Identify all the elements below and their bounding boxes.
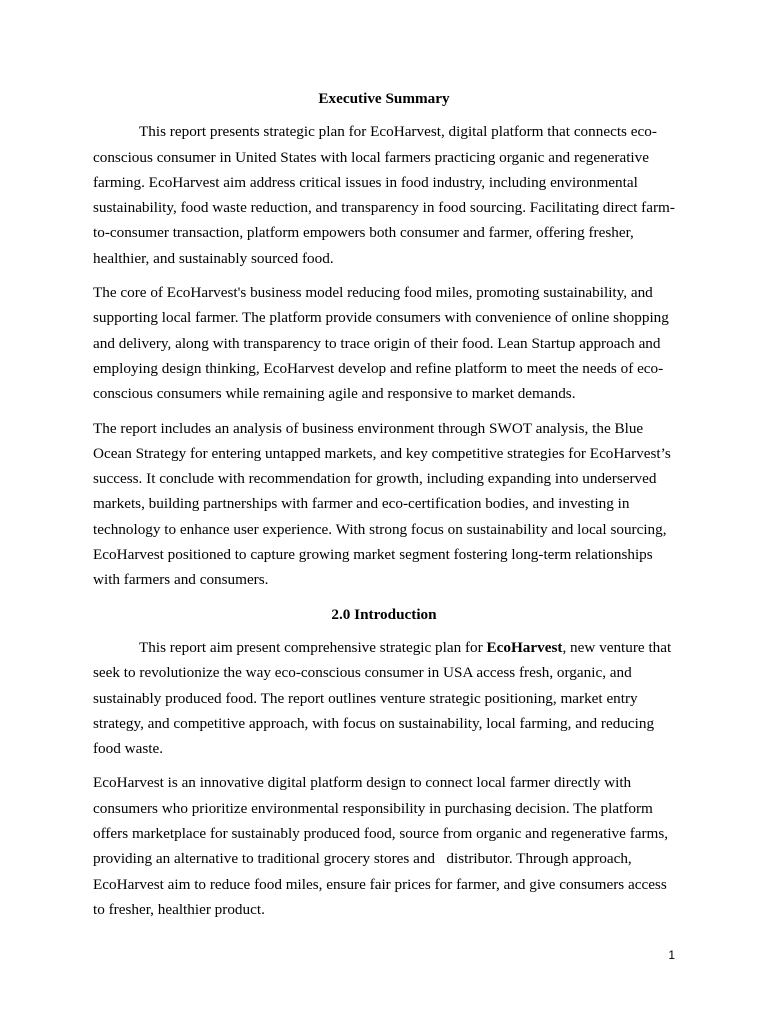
page-number: 1 xyxy=(668,948,675,962)
introduction-paragraph-1-end: , new venture that seek to revolutionize the way eco-conscious consumer in USA access fresh, organic, and sustainably produced food. The report outlines venture strategic positioning, market entry strategy, and competitive approach, with focus on sustainability, local farming, and reducing food waste. xyxy=(93,638,672,758)
executive-summary-heading: Executive Summary xyxy=(318,90,450,107)
page-content xyxy=(93,86,675,931)
introduction-paragraph-1-start: This report aim present comprehensive strategic plan for xyxy=(139,638,487,656)
introduction-paragraph-1 xyxy=(93,635,675,761)
executive-summary-paragraph-1: This report presents strategic plan for EcoHarvest, digital platform that connects eco-conscious consumer in United States with local farmers practicing organic and regenerative farming. EcoHarvest aim address critical issues in food industry, including environmental sustainability, food waste reduction, and transparency in food sourcing. Facilitating direct farm-to-consumer transaction, platform empowers both consumer and farmer, offering fresher, healthier, and sustainably sourced food. xyxy=(93,123,675,267)
introduction-paragraph-2: EcoHarvest is an innovative digital platform design to connect local farmer directly with consumers who prioritize environmental responsibility in purchasing decision. The platform offers marketplace for sustainably produced food, source from organic and regenerative farms, providing an alternative to traditional grocery stores and distributor. Through approach, EcoHarvest aim to reduce food miles, ensure fair prices for farmer, and give consumers access to fresher, healthier product. xyxy=(93,774,672,918)
executive-summary-paragraph-3: The report includes an analysis of business environment through SWOT analysis, the Blue Ocean Strategy for entering untapped markets, and key competitive strategies for EcoHarvest’s success. It conclude with recommendation for growth, including expanding into underserved markets, building partnerships with farmer and eco-certification bodies, and investing in technology to enhance user experience. With strong focus on sustainability and local sourcing, EcoHarvest positioned to capture growing market segment fostering long-term relationships with farmers and consumers. xyxy=(93,419,671,589)
ecoharvest-bold-name: EcoHarvest xyxy=(486,638,563,656)
executive-summary-paragraph-2: The core of EcoHarvest's business model reducing food miles, promoting sustainability, and supporting local farmer. The platform provide consumers with convenience of online shopping and delivery, along with transparency to trace origin of their food. Lean Startup approach and employing design thinking, EcoHarvest develop and refine platform to meet the needs of eco-conscious consumers while remaining agile and responsive to market demands. xyxy=(93,284,669,403)
introduction-heading: 2.0 Introduction xyxy=(331,605,437,623)
